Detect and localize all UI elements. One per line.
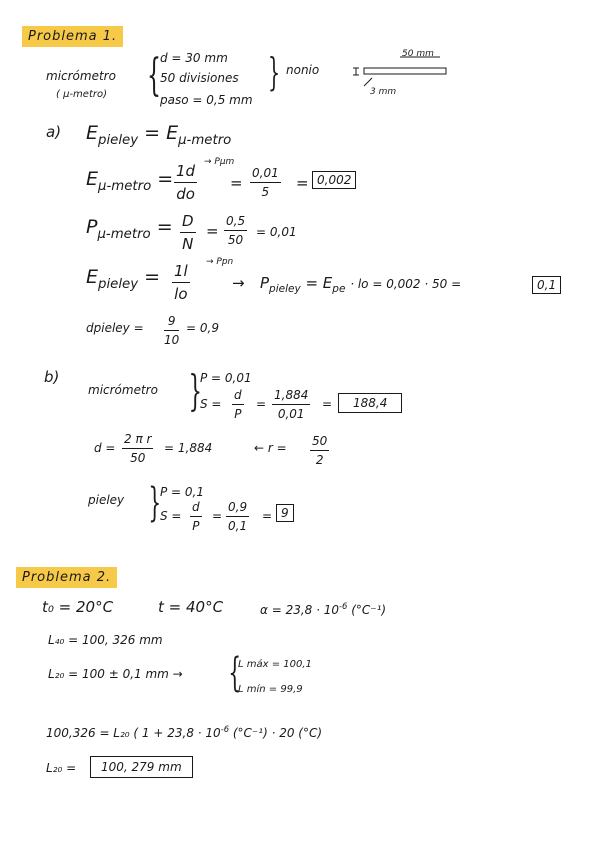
alpha-value: $\alpha = 23,8 \cdot 10^{-6}$ (°C⁻¹) — [260, 601, 387, 617]
eq2-lhs: $E_{\mu-metro}$ = — [86, 168, 174, 194]
eq4-arrow-label: → Ppn — [206, 257, 234, 267]
micrometro-label: micrómetro — [46, 69, 116, 83]
t0-value: t₀ = 20°C — [42, 598, 114, 616]
b-s-fraction: $\frac{d}{P}$ — [234, 388, 242, 421]
b-r-eq: ← r = — [254, 441, 287, 455]
spec-brace-right: } — [268, 50, 281, 94]
eq2-fraction: $\frac{1d}{do}$ — [176, 162, 196, 203]
eq3-value-fraction: $\frac{0,5}{50}$ — [226, 214, 246, 247]
lmin-value: L mín = 99,9 — [238, 684, 303, 695]
eq4-fraction: $\frac{1l}{lo}$ — [174, 262, 188, 303]
b-d-fraction: $\frac{\text{2 π r}}{50}$ — [124, 432, 152, 465]
pitch-spec: paso = 0,5 mm — [160, 93, 253, 107]
eq3-fraction: $\frac{D}{N}$ — [182, 212, 194, 253]
l20-spec: L₂₀ = 100 ± 0,1 mm → — [48, 667, 183, 681]
b-micrometro-label: micrómetro — [88, 383, 158, 397]
l20-brace: { — [228, 650, 242, 696]
nonio-label: nonio — [286, 63, 320, 77]
b-s-equals: = — [256, 397, 267, 411]
l20-result-label: L₂₀ = — [46, 761, 77, 775]
part-b-label: b) — [44, 368, 60, 386]
spec-brace-left: { — [147, 50, 161, 101]
b-pieley-equals: = — [212, 509, 223, 523]
lmax-value: L máx = 100,1 — [238, 659, 312, 670]
problem-2-title: Problema 2. — [16, 567, 117, 588]
eq4-rhs: $P_{pieley} = E_{pe}$ · lo = 0,002 · 50 = — [260, 274, 462, 295]
b-s-equals-2: = — [322, 397, 333, 411]
rod-length-label: 50 mm — [402, 49, 434, 59]
micrometro-sublabel: ( μ-metro) — [56, 89, 107, 100]
part-a-label: a) — [46, 123, 62, 141]
eq5-lhs: dpieley = — [86, 321, 144, 335]
eq3-result: = 0,01 — [256, 225, 297, 239]
eq4-arrow: → — [232, 274, 245, 292]
thermal-eq: 100,326 = L₂₀ ( $1 + 23,8 \cdot 10^{-6}$ (°C⁻¹) · 20 (°C) — [46, 724, 323, 740]
eq3-lhs: $P_{\mu-metro}$ = — [86, 216, 173, 242]
b-d-result: = 1,884 — [164, 441, 213, 455]
problem-1-title: Problema 1. — [22, 26, 123, 47]
b-pieley-s-eq: S = — [160, 509, 182, 523]
eq4-result-box: 0,1 — [532, 276, 561, 294]
eq2-arrow-label: → Pμm — [204, 157, 235, 167]
b-s-eq: S = — [200, 397, 222, 411]
b-r-fraction: $\frac{50}{2}$ — [312, 434, 328, 467]
b-pieley-result-box: 9 — [276, 504, 294, 522]
eq4-lhs: $E_{pieley}$ = — [86, 266, 161, 292]
b-pieley-equals-2: = — [262, 509, 273, 523]
t-value: t = 40°C — [158, 598, 224, 616]
b-s-value-fraction: $\frac{1,884}{0,01}$ — [274, 388, 309, 421]
rod-diameter-label: 3 mm — [370, 87, 397, 97]
b-brace: } — [188, 366, 203, 415]
b-pieley-pitch: P = 0,1 — [160, 485, 205, 499]
eq2-result-box: 0,002 — [312, 171, 356, 189]
l20-result-box: 100, 279 mm — [90, 756, 193, 778]
eq5-fraction: $\frac{9}{10}$ — [164, 314, 180, 347]
diameter-spec: d = 30 mm — [160, 51, 228, 65]
divisions-spec: 50 divisiones — [160, 71, 239, 85]
b-pieley-s-fraction: $\frac{d}{P}$ — [192, 500, 200, 533]
eq2-equals: = — [230, 174, 243, 192]
b-s-result-box: 188,4 — [338, 393, 402, 413]
b-d-eq: d = — [94, 441, 116, 455]
eq2-equals-2: = — [296, 174, 309, 192]
eq2-value-fraction: $\frac{0,01}{5}$ — [252, 166, 279, 199]
b-pieley-value-fraction: $\frac{0,9}{0,1}$ — [228, 500, 248, 533]
b-pitch: P = 0,01 — [200, 371, 252, 385]
eq3-equals: = — [206, 222, 219, 240]
eq5-result: = 0,9 — [186, 321, 219, 335]
eq1-lhs: $E_{pieley} = E_{\mu-metro}$ — [86, 122, 232, 148]
l40-value: L₄₀ = 100, 326 mm — [48, 633, 163, 647]
b-pieley-label: pieley — [88, 493, 125, 507]
b-pieley-brace: } — [148, 480, 162, 526]
